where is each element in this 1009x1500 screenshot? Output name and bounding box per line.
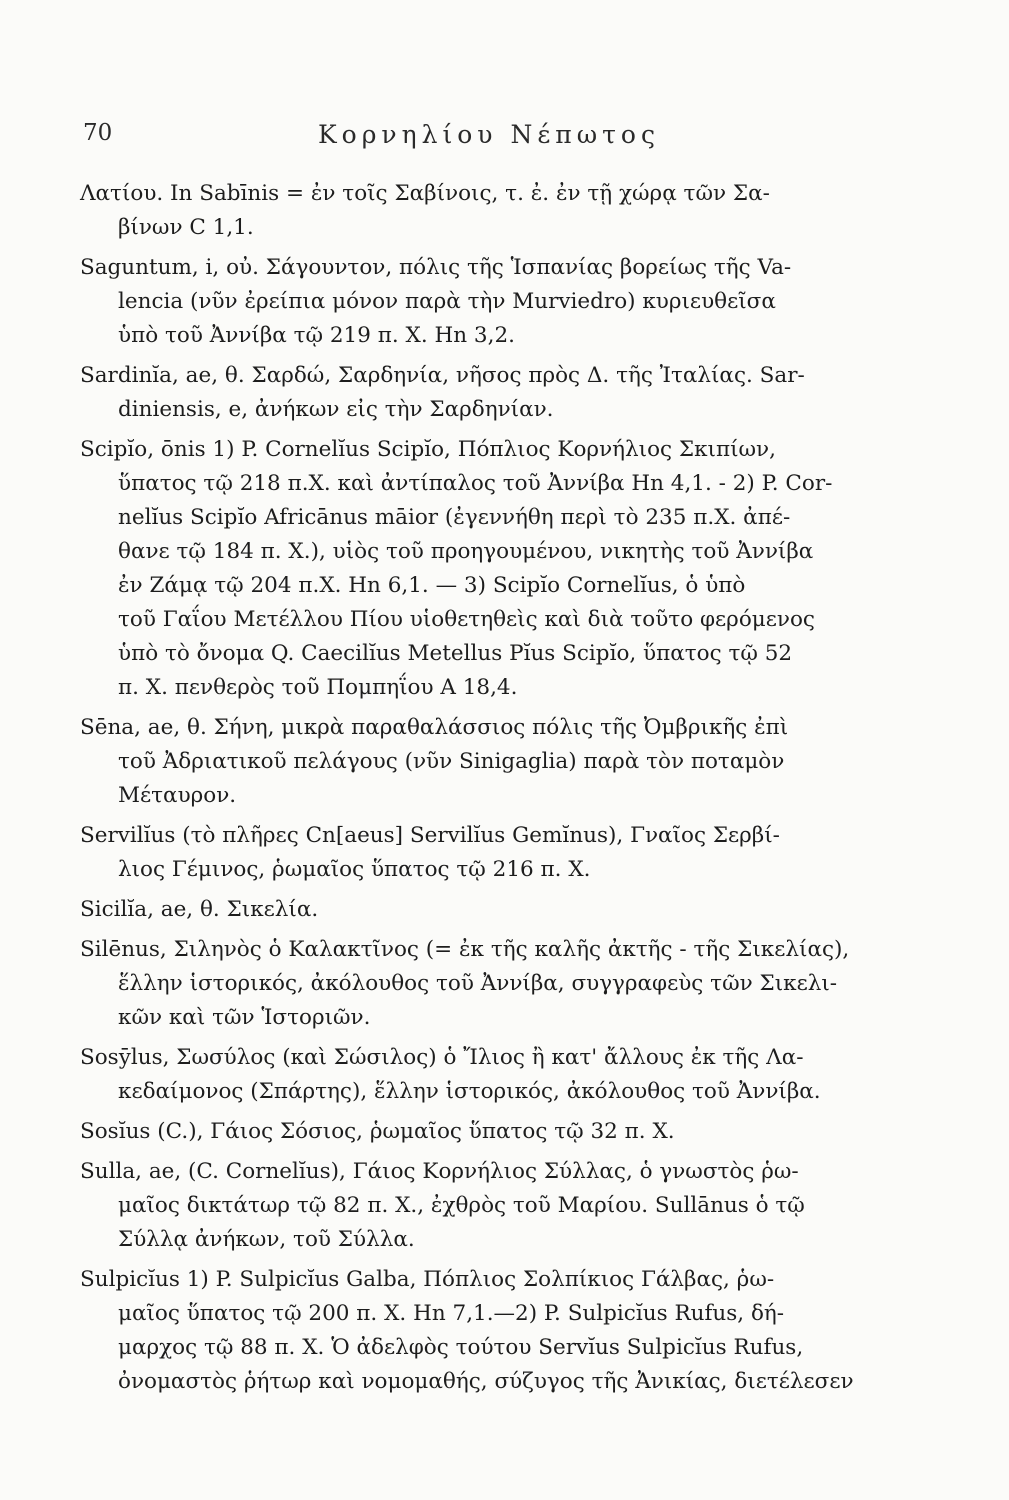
entry-headline: Sosĭus (C.), Γάιος Σόσιος, ῥωμαῖος ὕπατος τῷ 32 π. Χ. bbox=[80, 1119, 675, 1144]
running-head: Κορνηλίου Νέπωτος bbox=[318, 120, 660, 149]
entry-headline: Sulla, ae, (C. Cornelĭus), Γάιος Κορνήλιος Σύλλας, ὁ γνωστὸς ῥω- bbox=[80, 1159, 799, 1184]
entry-continuation-line: μαῖος δικτάτωρ τῷ 82 π. Χ., ἐχθρὸς τοῦ Μαρίου. Sullānus ὁ τῷ bbox=[118, 1193, 805, 1218]
entry-headline: Sēna, ae, θ. Σήνη, μικρὰ παραθαλάσσιος πόλις τῆς Ὀμβρικῆς ἐπὶ bbox=[80, 715, 789, 740]
page-header bbox=[83, 120, 963, 160]
glossary-entry bbox=[80, 893, 940, 927]
entry-continuation-line: τοῦ Ἀδριατικοῦ πελάγους (νῦν Sinigaglia) παρὰ τὸν ποταμὸν bbox=[118, 749, 785, 774]
entry-continuation-line: τοῦ Γαΐου Μετέλλου Πίου υἱοθετηθεὶς καὶ διὰ τοῦτο φερόμενος bbox=[118, 607, 815, 632]
entry-continuation-line: λιος Γέμινος, ῥωμαῖος ὕπατος τῷ 216 π. Χ. bbox=[118, 857, 591, 882]
glossary-entry bbox=[80, 933, 940, 1035]
glossary-entry bbox=[80, 359, 940, 427]
glossary-entry bbox=[80, 1115, 940, 1149]
entry-continuation-line: κεδαίμονος (Σπάρτης), ἕλλην ἱστορικός, ἀκόλουθος τοῦ Ἀννίβα. bbox=[118, 1079, 821, 1104]
entry-headline: Sardinĭa, ae, θ. Σαρδώ, Σαρδηνία, νῆσος πρὸς Δ. τῆς Ἰταλίας. Sar- bbox=[80, 363, 805, 388]
entry-continuation-line: ὀνομαστὸς ῥήτωρ καὶ νομομαθής, σύζυγος τῆς Ἀνικίας, διετέλεσεν bbox=[118, 1369, 854, 1394]
entry-continuation-line: Μέταυρον. bbox=[118, 783, 237, 808]
entry-headline: Servilĭus (τὸ πλῆρες Cn[aeus] Servilĭus Gemĭnus), Γναῖος Σερβί- bbox=[80, 823, 780, 848]
glossary-entry bbox=[80, 433, 940, 705]
glossary-entry bbox=[80, 819, 940, 887]
glossary-entry bbox=[80, 1155, 940, 1257]
glossary-entry bbox=[80, 1263, 940, 1399]
entry-continuation-line: lencia (νῦν ἐρείπια μόνον παρὰ τὴν Murviedro) κυριευθεῖσα bbox=[118, 289, 776, 314]
entry-headline: Saguntum, i, οὐ. Σάγουντον, πόλις τῆς Ἱσπανίας βορείως τῆς Va- bbox=[80, 255, 792, 280]
glossary-entry bbox=[80, 251, 940, 353]
entry-headline: Λατίου. In Sabīnis = ἐν τοῖς Σαβίνοις, τ. ἐ. ἐν τῇ χώρᾳ τῶν Σα- bbox=[80, 181, 770, 206]
entry-continuation-line: κῶν καὶ τῶν Ἱστοριῶν. bbox=[118, 1005, 371, 1030]
glossary-entry bbox=[80, 711, 940, 813]
entry-headline: Sulpicĭus 1) P. Sulpicĭus Galba, Πόπλιος Σολπίκιος Γάλβας, ῥω- bbox=[80, 1267, 775, 1292]
entry-headline: Sosȳlus, Σωσύλος (καὶ Σώσιλος) ὁ Ἴλιος ἢ κατ' ἄλλους ἐκ τῆς Λα- bbox=[80, 1045, 804, 1070]
page-number: 70 bbox=[83, 120, 113, 146]
entry-headline: Sicilĭa, ae, θ. Σικελία. bbox=[80, 897, 319, 922]
entry-continuation-line: θανε τῷ 184 π. Χ.), υἱὸς τοῦ προηγουμένου, νικητὴς τοῦ Ἀννίβα bbox=[118, 539, 814, 564]
glossary-body bbox=[80, 177, 940, 1405]
entry-continuation-line: ὑπὸ τοῦ Ἀννίβα τῷ 219 π. Χ. Hn 3,2. bbox=[118, 323, 515, 348]
entry-continuation-line: μαῖος ὕπατος τῷ 200 π. Χ. Hn 7,1.—2) P. Sulpicĭus Rufus, δή- bbox=[118, 1301, 785, 1326]
entry-continuation-line: ὑπὸ τὸ ὄνομα Q. Caecilĭus Metellus Pĭus Scipĭo, ὕπατος τῷ 52 bbox=[118, 641, 793, 666]
entry-continuation-line: π. Χ. πενθερὸς τοῦ Πομπηΐου A 18,4. bbox=[118, 675, 518, 700]
entry-continuation-line: ἕλλην ἱστορικός, ἀκόλουθος τοῦ Ἀννίβα, συγγραφεὺς τῶν Σικελι- bbox=[118, 971, 838, 996]
entry-continuation-line: μαρχος τῷ 88 π. Χ. Ὁ ἀδελφὸς τούτου Servĭus Sulpicĭus Rufus, bbox=[118, 1335, 804, 1360]
glossary-entry bbox=[80, 177, 940, 245]
entry-continuation-line: βίνων C 1,1. bbox=[118, 215, 254, 240]
glossary-entry bbox=[80, 1041, 940, 1109]
entry-headline: Silēnus, Σιληνὸς ὁ Καλακτῖνος (= ἐκ τῆς καλῆς ἀκτῆς - τῆς Σικελίας), bbox=[80, 937, 850, 962]
entry-continuation-line: ὕπατος τῷ 218 π.Χ. καὶ ἀντίπαλος τοῦ Ἀννίβα Hn 4,1. - 2) P. Cor- bbox=[118, 471, 833, 496]
entry-continuation-line: nelĭus Scipĭo Africānus māior (ἐγεννήθη περὶ τὸ 235 π.Χ. ἀπέ- bbox=[118, 505, 791, 530]
entry-continuation-line: diniensis, e, ἀνήκων εἰς τὴν Σαρδηνίαν. bbox=[118, 397, 554, 422]
entry-continuation-line: ἐν Ζάμᾳ τῷ 204 π.Χ. Hn 6,1. — 3) Scipĭo Cornelĭus, ὁ ὑπὸ bbox=[118, 573, 746, 598]
entry-continuation-line: Σύλλᾳ ἀνήκων, τοῦ Σύλλα. bbox=[118, 1227, 415, 1252]
entry-headline: Scipĭo, ōnis 1) P. Cornelĭus Scipĭo, Πόπλιος Κορνήλιος Σκιπίων, bbox=[80, 437, 776, 462]
